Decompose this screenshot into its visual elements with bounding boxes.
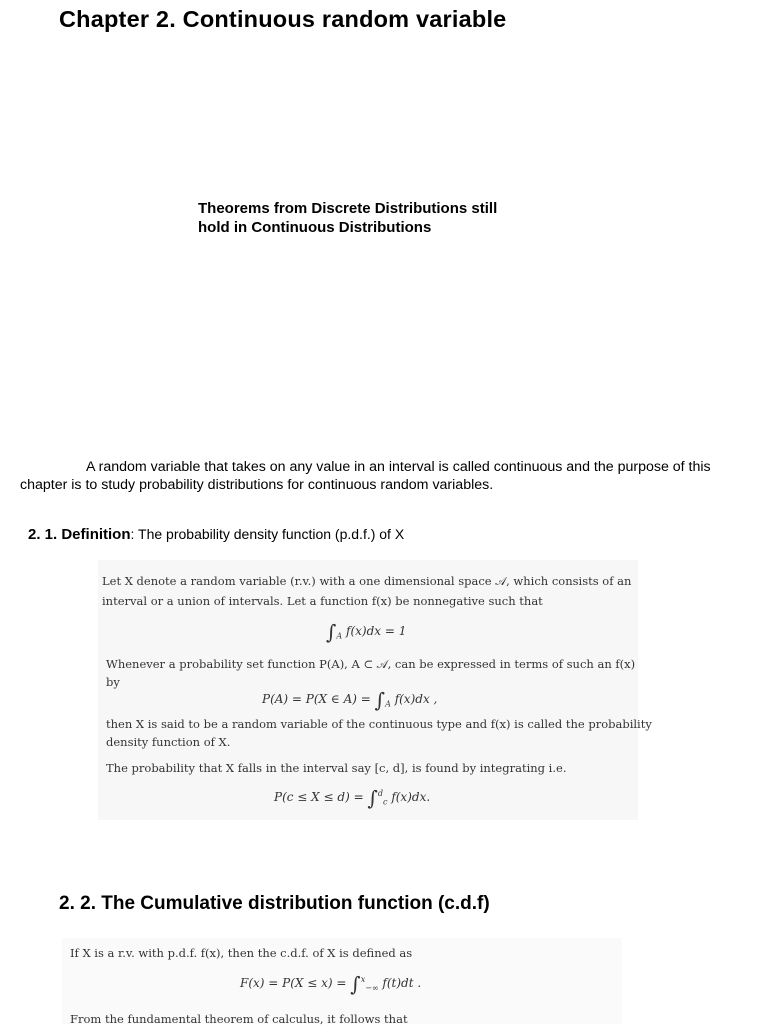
equation-normalization: $\int_A$ f(x)dx = 1 bbox=[326, 620, 407, 644]
theorems-heading-line2: hold in Continuous Distributions bbox=[198, 219, 432, 236]
scan-line-1: Let X denote a random variable (r.v.) with a one dimensional space 𝒜, which consists of an bbox=[102, 574, 632, 588]
intro-paragraph bbox=[20, 458, 760, 494]
definition-scan-image bbox=[98, 560, 652, 820]
integral-sign: ∫ bbox=[350, 972, 361, 996]
definition-heading bbox=[28, 526, 404, 543]
theorems-heading bbox=[198, 199, 598, 237]
integral-sign: ∫ bbox=[367, 786, 378, 810]
chapter-title: Chapter 2. Continuous random variable bbox=[59, 6, 507, 32]
integral-sign: ∫ bbox=[374, 688, 386, 712]
intro-text: A random variable that takes on any value in an interval is called continuous and the purpose of this chapter is to study probability distributions for continuous random variables. bbox=[20, 459, 711, 493]
cdf-scan-image bbox=[62, 938, 622, 1024]
definition-number: 2. 1. Definition bbox=[28, 526, 131, 543]
scan-line-5: then X is said to be a random variable of the continuous type and f(x) is called the probability bbox=[106, 717, 652, 731]
cdf-line-2: From the fundamental theorem of calculus, it follows that bbox=[70, 1012, 408, 1026]
scan-line-4: by bbox=[106, 675, 120, 689]
cdf-heading: 2. 2. The Cumulative distribution function (c.d.f) bbox=[59, 893, 490, 914]
equation-interval: P(c ≤ X ≤ d) = ∫$^d_c$ f(x)dx. bbox=[274, 786, 431, 810]
scan-line-3: Whenever a probability set function P(A), A ⊂ 𝒜, can be expressed in terms of such an f(x) bbox=[106, 657, 636, 671]
scan-line-7: The probability that X falls in the interval say [c, d], is found by integrating i.e. bbox=[106, 761, 567, 775]
equation-cdf: F(x) = P(X ≤ x) = ∫$^x_{-\infty}$ f(t)dt . bbox=[240, 972, 422, 996]
definition-text: : The probability density function (p.d.f.) of X bbox=[130, 526, 405, 542]
scan-line-2: interval or a union of intervals. Let a function f(x) be nonnegative such that bbox=[102, 594, 543, 608]
scan-line-6: density function of X. bbox=[106, 735, 231, 749]
integral-sign: ∫ bbox=[326, 620, 337, 644]
cdf-line-1: If X is a r.v. with p.d.f. f(x), then the c.d.f. of X is defined as bbox=[70, 946, 413, 960]
equation-probability: P(A) = P(X ∈ $A) = \int_A$ f(x)dx , bbox=[262, 688, 438, 712]
theorems-heading-line1: Theorems from Discrete Distributions still bbox=[198, 200, 498, 217]
